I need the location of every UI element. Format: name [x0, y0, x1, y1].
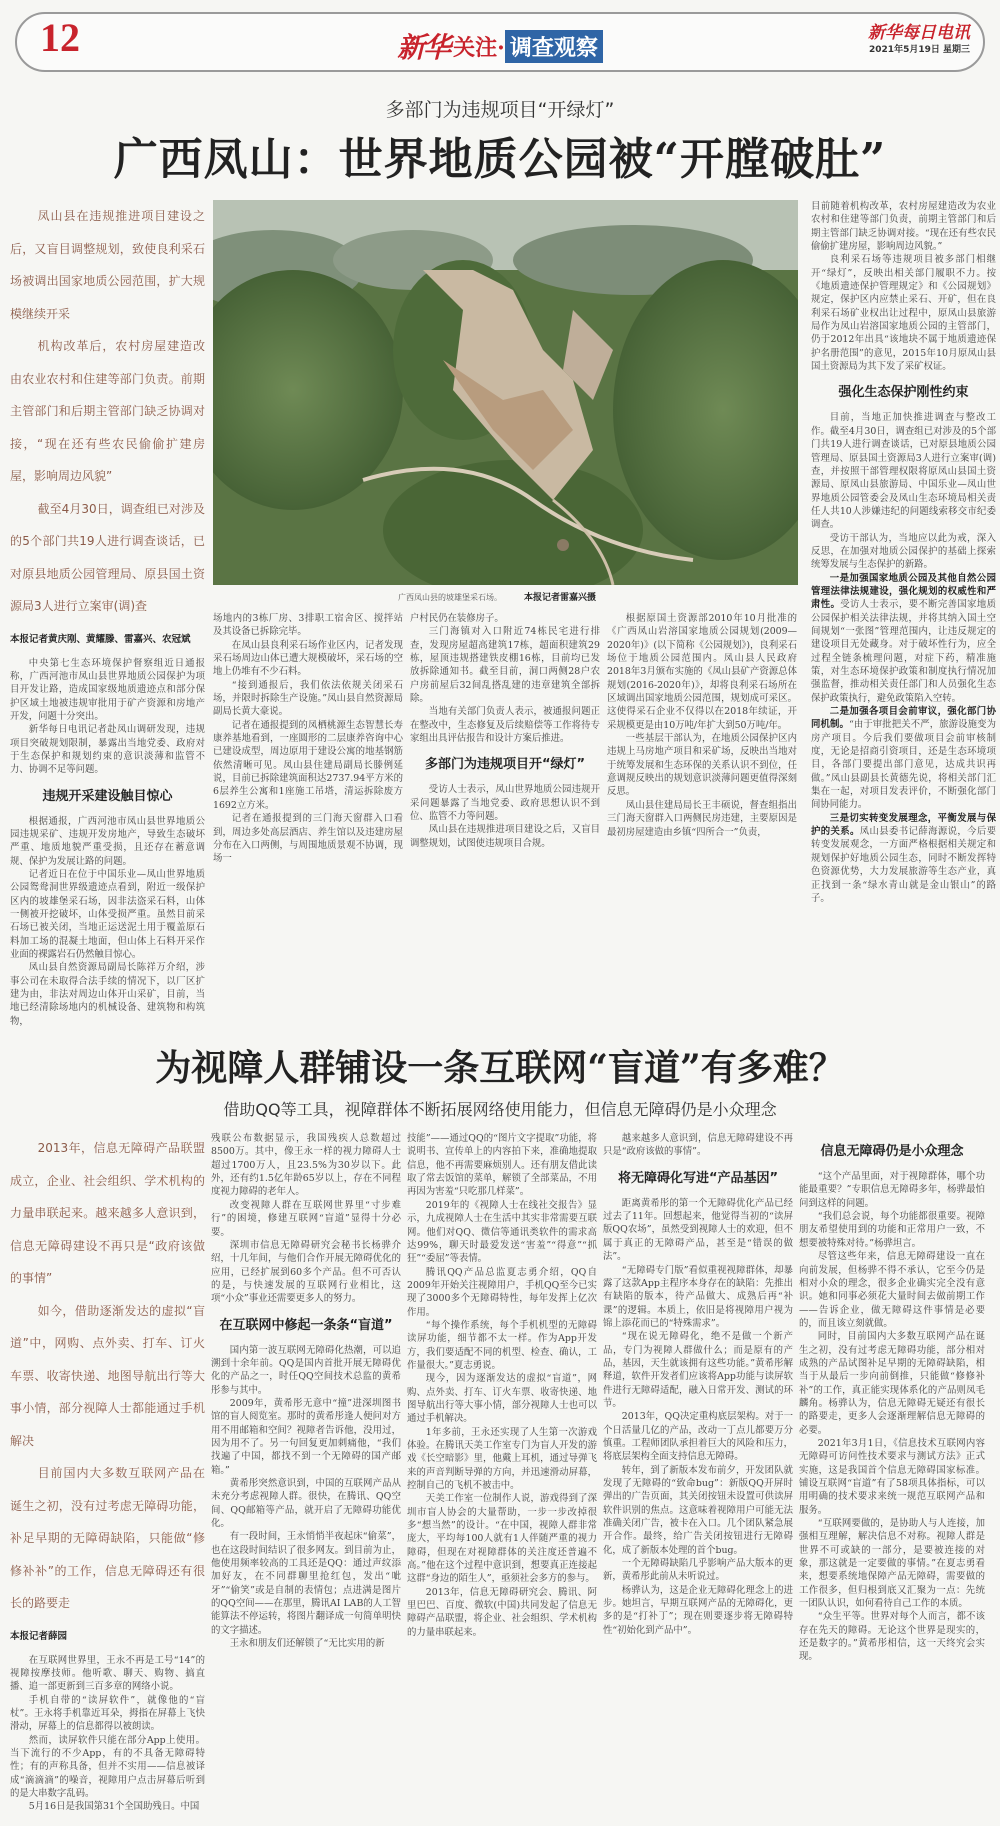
paragraph: [407, 1426, 597, 1493]
paragraph: [211, 1477, 401, 1530]
paragraph-text: 2013年，QQ决定重构底层架构。对于一个日活量几亿的产品，改动一丁点儿都要万分慎重。工程师团队承担着巨大的风险和压力，将底层架构全面支持信息无障碍。: [603, 1411, 793, 1463]
paragraph: [410, 783, 600, 823]
paragraph: [603, 1584, 793, 1637]
paragraph-text: 腾讯QQ产品总监夏志勇介绍，QQ自2009年开始关注视障用户，手机QQ至今已实现了3000多个无障碍特性，每年发挥上亿次作用。: [407, 1266, 597, 1318]
quarry-aerial-photo: [213, 200, 798, 585]
article1-column-2: [213, 612, 403, 866]
paragraph: [811, 812, 996, 905]
paragraph: [10, 815, 205, 868]
page-bottom-spacer: [0, 1814, 1000, 1826]
paragraph-text: “无障碍专门版”看似重视视障群体，却暴露了这款App主程序本身存在的缺陷：先推出有缺陷的版本，待产品做大、成熟后再“补课”的逻辑。本质上，依旧是将视障用户视为锦上添花而已的“特殊需求”。: [603, 1264, 793, 1329]
paragraph-text: 受访人士表示，凤山世界地质公园违规开采问题暴露了当地党委、政府思想认识不到位、监管不力等问题。: [410, 784, 600, 823]
xinhua-logo: 新华: [397, 31, 450, 64]
paragraph: [410, 705, 600, 745]
paragraph-text: 场地内的3栋厂房、3排职工宿舍区、搅拌站及其设备已拆除完毕。: [213, 613, 403, 638]
article1-middle: [213, 200, 803, 866]
paragraph-text: 越来越多人意识到，信息无障碍建设不再只是“政府该做的事情”。: [603, 1133, 793, 1158]
paragraph: [10, 1132, 205, 1295]
paragraph: [407, 1319, 597, 1372]
paragraph: [799, 1210, 985, 1250]
paragraph-text: 深圳市信息无障碍研究会秘书长杨骅介绍，十几年间，与他们合作开展无障碍优化的应用，已经扩展到60多个产品。但不可否认的是，与快速发展的互联网行业相比，这项“小众”事业还需要更多人的努力。: [211, 1239, 401, 1305]
paragraph: [10, 1694, 205, 1734]
article2-left-column: [10, 1132, 205, 1814]
paragraph-text: 记者在通报提到的凤栖桃源生态智慧长寿康养基地看到，一座圆形的二层康养咨询中心已建设成型，周边原用于建设公寓的地基钢筋依然清晰可见。凤山县住建局副局长滕例延说，目前已拆除建筑面积达2737.94平方米的6层养生公寓和1座施工吊塔，清运拆除废方1692立方米。: [213, 719, 403, 811]
paragraph: [10, 657, 205, 724]
paragraph-text: 有一段时间，王永悄悄半夜起床“偷菜”，也在这段时间结识了很多网友。到目前为止，他使用频率较高的工具还是QQ：通过声纹添加好友，在不同群聊里抢红包，发出“呲牙”“偷笑”或是自制的表情包；点进满是图片的QQ空间——在那里，腾讯AI LAB的人工智能算法不停运转，将图片翻译成一句简单明快的文字描述。: [211, 1531, 401, 1636]
paragraph: [607, 799, 797, 839]
paragraph-text: 在互联网世界里，王永不再是工号“14”的视障按摩技师。他听歌、聊天、购物、搞直播、追一部更新到三百多章的网络小说。: [10, 1654, 205, 1693]
paragraph-text: 受访干部认为，当地应以此为戒，深入反思，在加强对地质公园保护的基础上探索统筹发展与生态保护的新路。: [811, 532, 996, 571]
article2-body: [10, 1132, 1000, 1814]
paragraph: [407, 1266, 597, 1319]
paragraph: [607, 612, 797, 732]
paragraph-text: 技能”——通过QQ的“图片文字提取”功能，将说明书、宣传单上的内容拍下来，准确地提取信息，他不再需要麻烦别人。还有朋友借此读取了常去饭馆的菜单，解锁了全部菜品，不用再因为害羞“只吃那几样菜”。: [407, 1133, 597, 1198]
paragraph-text: 凤山县在违规推进项目建设之后，又盲目调整规划，致使良利采石场被调出国家地质公园范围，扩大规模继续开采: [10, 209, 205, 321]
paragraph: [410, 612, 600, 625]
paragraph-text: 2019年的《视障人士在线社交报告》显示，九成视障人士在生活中其实非常需要互联网。他们对QQ、微信等通讯类软件的需求高达99%，聊天时最爱发送“害羞”“得意”“抓狂”“委屈”等表情。: [407, 1199, 597, 1265]
paragraph: [10, 1800, 205, 1813]
paragraph-text: 残联公布数据显示，我国残疾人总数超过8500万。其中，像王永一样的视力障碍人士超过1700万人，且23.5%为30岁以下。此外，还有约1.5亿年龄65岁以上，存在不同程度视力障碍的老年人。: [211, 1133, 401, 1198]
paragraph: [603, 1410, 793, 1463]
subheading: 信息无障碍仍是小众理念: [820, 1144, 964, 1160]
article2-column-4: [603, 1132, 793, 1637]
article1-column-3: [410, 612, 600, 850]
article2-byline: 本报记者薛园: [10, 1630, 68, 1642]
article1-lead: [10, 200, 205, 623]
paragraph: [799, 1170, 985, 1210]
paragraph: [213, 719, 403, 812]
paragraph-text: 同时，目前国内大多数互联网产品在诞生之初，没有过考虑无障碍功能，部分相对成熟的产品试图补足早期的无障碍缺陷，相当于从最后一步向前倒推，只能做“修修补补”的工作，真正能实现体系化的产品则凤毛麟角。杨骅认为，信息无障碍无疑还有很长的路要走，更多人会逐渐理解信息无障碍的必要。: [799, 1331, 985, 1436]
paper-brand: [868, 22, 970, 56]
paragraph: [799, 1610, 985, 1663]
paragraph-text: 记者在通报提到的三门海天窗群入口看到，周边多处高层酒店、养生馆以及违建房屋分布在入口两侧，与周围地质景观不协调，现场一: [213, 813, 403, 865]
paragraph: [603, 1464, 793, 1557]
paragraph: [211, 1344, 401, 1397]
article2-subtitle: 借助QQ等工具，视障群体不断拓展网络使用能力，但信息无障碍仍是小众理念: [223, 1100, 777, 1120]
photo-caption: [213, 590, 803, 604]
paragraph: [603, 1197, 793, 1264]
article1-body: [10, 200, 1000, 1028]
issue-date: 2021年5月19日 星期三: [869, 45, 970, 55]
paragraph-text: 凤山县住建局局长王丰硕说，督查组指出三门海天窗群入口两侧民房违建，主要原因是最初房屋建造由乡镇“四所合一”负责，: [607, 799, 797, 838]
paragraph-text: 目前，当地正加快推进调查与整改工作。截至4月30日，调查组已对涉及的5个部门共19人进行调查谈话，已对原县地质公园管理局、原县国土资源局3人进行立案审(调)查，并按照干部管理权限将原凤山县国土资源局、原凤山县旅游局、中国乐业—凤山世界地质公园管委会及凤山生态环境局相关责任人共10人涉嫌违纪的问题线索移交市纪委调查。: [811, 412, 996, 531]
section-name: 关注·: [453, 34, 505, 61]
paragraph-lead-bold: 一是加强国家地质公园及其他自然公园管理法律法规建设，强化规划的权威性和严肃性。: [811, 572, 996, 611]
paragraph-lead-bold: 二是加强各项目会前审议，强化部门协同机制。: [811, 706, 996, 731]
paragraph: [410, 625, 600, 705]
paragraph: [213, 812, 403, 865]
paragraph: [607, 732, 797, 799]
paragraph: [407, 1132, 597, 1199]
paragraph: [10, 961, 205, 1028]
paragraph-text: “我们总会说，每个功能都很重要。视障朋友希望使用到的功能和正常用户一致，不想要被特殊对待。”杨骅坦言。: [799, 1211, 985, 1249]
paragraph-text: 距离黄希彤的第一个无障碍优化产品已经过去了11年。回想起来，他觉得当初的“读屏版QQ农场”，虽然受到视障人士的欢迎，但不属于真正的无障碍产品，甚至是“错误的做法”。: [603, 1197, 793, 1263]
caption-text: 广西凤山县的坡雄堡采石场。: [398, 593, 502, 602]
article2-column-5: [799, 1132, 985, 1664]
paragraph: [407, 1586, 597, 1639]
article2-column-3: [407, 1132, 597, 1639]
paragraph: [799, 1437, 985, 1517]
article1-kicker: 多部门为违规项目“开绿灯”: [385, 99, 615, 121]
paragraph: [811, 200, 996, 253]
paragraph: [211, 1132, 401, 1199]
article2-headline: 为视障人群铺设一条互联网“盲道”有多难？: [155, 1047, 845, 1090]
paragraph-text: 一些基层干部认为，在地质公园保护区内违规上马房地产项目和采矿场，反映出当地对于统筹发展和生态环保的关系认识不到位，任意调规反映出的规划意识淡薄问题更值得深刻反思。: [607, 733, 797, 798]
paragraph: [211, 1199, 401, 1239]
paper-name: 新华每日电讯: [868, 23, 970, 43]
paragraph-text: 杨骅认为，这是企业无障碍化理念上的进步。她坦言，早期互联网产品的无障碍化，更多的是“打补丁”；现在则要逐步将无障碍特性“初始化到产品中”。: [603, 1584, 793, 1636]
paragraph-lead-bold: 三是切实转变发展理念，平衡发展与保护的关系。: [811, 812, 996, 838]
paragraph-text: 根据原国土资源部2010年10月批准的《广西凤山岩溶国家地质公园规划(2009—2020年)》(以下简称《公园规划》)，良利采石场位于地质公园范围内。凤山县人民政府2018年3月颁布实施的《凤山县矿产资源总体规划(2016-2020年)》，却将良利采石场所在区域调出国家地质公园范围，规划成可采区。这使得采石企业不仅得以在2018年续证，开采规模更是由10万吨/年扩大到50万吨/年。: [607, 613, 797, 731]
paragraph-text: 现今，因为逐渐发达的虚拟“盲道”，网购、点外卖、打车、订火车票、收寄快递、地图导航出行等大事小情，部分视障人士也可以通过手机解决。: [407, 1373, 597, 1425]
subheading: 多部门为违规项目开“绿灯”: [424, 757, 586, 773]
paragraph: [410, 823, 600, 850]
subheading: 在互联网中修起一条条“盲道”: [219, 1317, 393, 1333]
page-number: 12: [40, 15, 80, 60]
paragraph: [603, 1132, 793, 1159]
paragraph-text: 改变视障人群在互联网世界里“寸步难行”的困境，修建互联网“盲道”显得十分必要。: [211, 1199, 401, 1238]
paragraph: [10, 868, 205, 961]
paragraph-text: 转年，到了新版本发布前夕，开发团队就发现了无障碍的“致命bug”：新版QQ开屏时弹出的广告页面，其关闭按钮未设置可供读屏软件识别的焦点。这意味着视障用户可能无法准确关闭广告，被卡在入口。几个团队紧急展开合作。最终，给广告关闭按钮进行无障碍化，成了新版本处理的首个bug。: [603, 1464, 793, 1556]
paragraph: [407, 1372, 597, 1425]
paragraph: [10, 1734, 205, 1801]
paragraph: [10, 1295, 205, 1458]
paragraph-text: 良利采石场等违规项目被多部门相继开“绿灯”，反映出相关部门履职不力。按《地质遗迹保护管理规定》和《公园规划》规定，保护区内应禁止采石、开矿，但在良利采石场矿业权出让过程中，原凤山县旅游局作为凤山岩溶国家地质公园的主管部门，仍于2012年出具“该地块不属于地质遗迹保护名册范围”的意见，2015年10月原凤山县国土资源局为其下发了采矿权证。: [811, 254, 996, 373]
paragraph-text: “由于审批把关不严，旅游设施变为房产项目。今后我们要做项目会前审核制度，无论是招商引资项目，还是生态环境项目，各部门要提出部门意见，达成共识再做。”凤山县副县长黄德先说，将相关部门汇集在一起，对项目发表评价，不断强化部门间协同能力。: [811, 719, 996, 811]
paragraph-text: “现在说无障碍化，绝不是做一个新产品，专门为视障人群做什么；而是原有的产品，基因，天生就该拥有这些功能。”黄希彤解释道，软件开发者们应该将App功能与读屏软件进行无障碍适配，融入日常开发、测试的环节。: [603, 1331, 793, 1409]
article1-lower-columns: [213, 612, 803, 866]
paragraph-text: 凤山县自然资源局副局长陈祥万介绍，涉事公司在未取得合法手续的情况下，以厂区扩建为由，非法对周边山体开山采矿，目前，当地已经清除场地内的机械设备、建筑物和构筑物，: [10, 962, 205, 1027]
paragraph-text: 王永和朋友们还解锁了“无比实用的新: [229, 1638, 385, 1650]
paragraph: [211, 1530, 401, 1637]
paragraph: [10, 200, 205, 330]
subheading: 将无障碍化写进“产品基因”: [617, 1170, 779, 1186]
paragraph-text: 手机自带的“读屏软件”，就像他的“盲杖”。王永将手机靠近耳朵，拇指在屏幕上飞快滑动，屏幕上的信息都得以被朗读。: [10, 1694, 205, 1733]
column-name: 调查观察: [505, 30, 603, 63]
article1-column-5: [811, 200, 996, 905]
paragraph-text: 天美工作室一位制作人说，游戏得到了深圳市盲人协会的大量帮助，一步一步改掉很多“想当然”的设计。“在中国，视障人群非常庞大，平均每100人就有1人伴随严重的视力障碍，但现在对视障群体的关注度还普遍不高。”他在这个过程中意识到，想要真正连接起这群“身边的陌生人”，亟须社会多方的参与。: [407, 1493, 597, 1585]
paragraph-text: 截至4月30日，调查组已对涉及的5个部门共19人进行调查谈话，已对原县地质公园管理局、原县国土资源局3人进行立案审(调)查: [10, 501, 205, 613]
paragraph: [10, 723, 205, 776]
paragraph-text: 目前国内大多数互联网产品在诞生之初，没有过考虑无障碍功能，补足早期的无障碍缺陷，只能做“修修补补”的工作，信息无障碍还有很长的路要走: [10, 1466, 205, 1611]
paragraph-text: “每个操作系统，每个手机机型的无障碍读屏功能，细节都不太一样。作为App开发方，我们要适配不同的机型、检查、确认，工作量很大。”夏志勇说。: [407, 1319, 597, 1371]
paragraph-text: 2013年，信息无障碍研究会、腾讯、阿里巴巴、百度、微软(中国)共同发起了信息无障碍产品联盟，将企业、社会组织、学术机构的力量串联起来。: [407, 1586, 597, 1638]
paragraph-text: 尽管这些年来，信息无障碍建设一直在向前发展，但杨骅不得不承认，它至今仍是相对小众的理念，很多企业确实完全没有意识。她和同事必须花大量时间去做前期工作——告诉企业，做无障碍这件事情是必要的，而且该立刻就做。: [799, 1251, 985, 1329]
article2-lead: [10, 1132, 205, 1620]
paragraph-text: 记者近日在位于中国乐业—凤山世界地质公园鸳鸯洞世界级遗迹点看到，附近一级保护区内的坡雄堡采石场，因非法盗采石料，山体一侧被开挖破坏，山体受损严重。虽然目前采石场已被关闭，当地正运送泥土用于覆盖原石料加工场的混凝土地面，但山体上石料开采作业面的裸露岩石仍然触目惊心。: [10, 868, 205, 961]
subheading: 强化生态保护刚性约束: [838, 385, 969, 401]
article1-left-column: [10, 200, 205, 1028]
paragraph-text: 5月16日是我国第31个全国助残日。中国: [28, 1801, 200, 1813]
paragraph-text: “接到通报后，我们依法依规关闭采石场，并限时拆除生产设施。”凤山县自然资源局副局长黄大豪说。: [213, 679, 403, 718]
paragraph-text: 中央第七生态环境保护督察组近日通报称，广西河池市凤山县世界地质公园保护为项目开发让路，造成国家级地质遗迹点和部分保护区域土地被违规审批用于矿产资源和房地产开发，问题十分突出。: [10, 657, 205, 722]
paragraph-text: 2009年，黄希彤无意中“撞”进深圳图书馆的盲人阅览室。那时的黄希彤逢人便问对方用不用邮箱和空间？视障者告诉他，没用过，因为用不了。另一句回复更加刺痛他，“我们找遍了中国，都找不到一个无障碍的国产邮箱。”: [211, 1397, 401, 1476]
paragraph-text: 三门海镇对入口附近74栋民宅进行排查，发现房屋超高建筑17栋，超面积建筑29栋，屋顶违规搭建铁皮棚16栋，目前均已发放拆除通知书。截至目前，洞口两侧28户农户房前屋后32间乱搭乱建的违章建筑全部拆除。: [410, 626, 600, 705]
paragraph: [407, 1492, 597, 1585]
paragraph-text: 根据通报，广西河池市凤山县世界地质公园违规采矿、违规开发房地产，导致生态破坏严重、地质地貌严重受损，且还存在蓄意调规、保护为发展让路的问题。: [10, 815, 205, 867]
paragraph-text: 受访人士表示，要不断完善国家地质公园保护相关法律法规，并将其纳入国土空间规划“一张图”管理范围内，让违反规定的建设项目无处藏身。对于破坏性行为，应全过程全链条梳理问题，对症下药，精准施策，对生态环境保护政策和制度执行情况加强监督，推动相关责任部门和人员强化生态保护政策执行，避免政策陷入空转。: [811, 599, 996, 704]
paragraph-text: 2021年3月1日，《信息技术互联网内容无障碍可访问性技术要求与测试方法》正式实施，这是我国首个信息无障碍国家标准。铺设互联网“盲道”有了58项具体指标，可以用明确的技术要求来统一规范互联网产品和服务。: [799, 1437, 985, 1516]
paragraph-text: 1年多前，王永还实现了人生第一次游戏体验。在腾讯天美工作室专门为盲人开发的游戏《长空暗影》里，他戴上耳机，通过导弹飞来的声音判断导弹的方向，并迅速滑动屏幕，控制自己的飞机不被击中。: [407, 1426, 597, 1492]
paragraph-text: “互联网要做的，是协助人与人连接，加强相互理解，解决信息不对称。视障人群是世界不可或缺的一部分，是要被连接的对象，那这就是一定要做的事情。”在夏志勇看来，想要系统地保障产品无障碍，需要做的工作很多，但归根到底又汇聚为一点：先统一团队认识，如何看待自己工作的本质。: [799, 1518, 985, 1610]
paragraph-text: “这个产品里面，对于视障群体，哪个功能最重要？”专职信息无障碍多年，杨骅最怕问到这样的问题。: [799, 1171, 985, 1209]
paragraph-text: 2013年，信息无障碍产品联盟成立，企业、社会组织、学术机构的力量串联起来。越来越多人意识到，信息无障碍建设不再只是“政府该做的事情”: [10, 1141, 205, 1286]
paragraph: [811, 532, 996, 572]
article1-column-4: [607, 612, 797, 839]
paragraph: [10, 1457, 205, 1620]
paragraph: [811, 705, 996, 812]
article1-column-1: [10, 657, 205, 1029]
paragraph-text: 凤山县委书记薛海源说，今后要转变发展观念，一方面严格根据相关规定和规划保护好地质公园生态，同时不断发挥特色资源优势，大力发展旅游等生态产业，真正找到一条“绿水青山就是金山银山”的路子。: [811, 826, 996, 904]
paragraph: [213, 679, 403, 719]
paragraph-text: 凤山县在违规推进项目建设之后，又盲目调整规划，试图使违规项目合规。: [410, 824, 600, 849]
paragraph: [211, 1397, 401, 1477]
paragraph-text: 新华每日电讯记者赴凤山调研发现，违规项目突破规划限制，暴露出当地党委、政府对于生态保护和规划约束的意识淡薄和监管不力、协调不足等问题。: [10, 724, 205, 776]
paragraph: [799, 1250, 985, 1330]
paragraph-text: “众生平等。世界对每个人而言，都不该存在先天的障碍。无论这个世界是现实的，还是数字的。”黄希彤相信，这一天终究会实现。: [799, 1611, 985, 1663]
paragraph-text: 如今，借助逐渐发达的虚拟“盲道”中，网购、点外卖、打车、订火车票、收寄快递、地图导航出行等大事小情，部分视障人士都能通过手机解决: [10, 1303, 205, 1448]
paragraph: [603, 1557, 793, 1584]
paragraph: [603, 1264, 793, 1331]
page-body: [0, 96, 1000, 1826]
paragraph: [213, 639, 403, 679]
subheading: 违规开采建设触目惊心: [42, 788, 173, 804]
paragraph: [213, 612, 403, 639]
paragraph-text: 户村民仍在装修房子。: [410, 613, 504, 624]
paragraph: [811, 253, 996, 373]
paragraph: [211, 1239, 401, 1306]
paragraph: [407, 1199, 597, 1266]
paragraph-text: 在凤山县良利采石场作业区内，记者发现采石场周边山体已遭大规模破坏，采石场的空地上仍堆有不少石料。: [213, 639, 403, 678]
article2-column-2: [211, 1132, 401, 1650]
article1-headline: 广西凤山：世界地质公园被“开膛破肚”: [113, 134, 887, 185]
paragraph: [799, 1330, 985, 1437]
section-logo: [250, 26, 750, 66]
paragraph: [811, 572, 996, 705]
paragraph: [811, 411, 996, 531]
paragraph: [603, 1330, 793, 1410]
paragraph-text: 机构改革后，农村房屋建造改由农业农村和住建等部门负责。前期主管部门和后期主管部门缺乏协调对接，“现在还有些农民偷偷扩建房屋，影响周边风貌”: [10, 339, 205, 483]
paragraph: [799, 1517, 985, 1610]
paragraph: [211, 1637, 401, 1650]
paragraph: [10, 493, 205, 623]
paragraph: [10, 1654, 205, 1694]
paragraph-text: 国内第一波互联网无障碍化热潮，可以追溯到十余年前。QQ是国内首批开展无障碍优化的产品之一，时任QQ空间技术总监的黄希彤参与其中。: [211, 1344, 401, 1396]
paragraph-text: 一个无障碍缺陷几乎影响产品大版本的更新，黄希彤此前从未听说过。: [603, 1558, 793, 1583]
article2-column-1: [10, 1654, 205, 1814]
paragraph: [10, 330, 205, 493]
paragraph-text: 黄希彤突然意识到，中国的互联网产品从未充分考虑视障人群。很快，在腾讯、QQ空间、QQ邮箱等产品，就开启了无障碍功能优化。: [211, 1478, 401, 1530]
paragraph-text: 然而，读屏软件只能在部分App上使用。当下流行的不少App，有的不具备无障碍特性；有的声称具备，但并不实用——信息被译成“滴滴滴”的噪音，视障用户点击屏幕后听到的是大串数字乱码。: [10, 1734, 205, 1800]
paragraph-text: 目前随着机构改革，农村房屋建造改为农业农村和住建等部门负责，前期主管部门和后期主管部门缺乏协调对接。“现在还有些农民偷偷扩建房屋，影响周边风貌。”: [811, 201, 996, 253]
paragraph-text: 当地有关部门负责人表示，被通报问题正在整改中，生态修复及后续赔偿等工作将待专家组出具评估报告和设计方案后推进。: [410, 706, 600, 745]
article1-byline: 本报记者黄庆刚、黄耀滕、雷嘉兴、农冠斌: [10, 633, 191, 645]
photo-credit: 本报记者雷嘉兴摄: [524, 593, 597, 603]
